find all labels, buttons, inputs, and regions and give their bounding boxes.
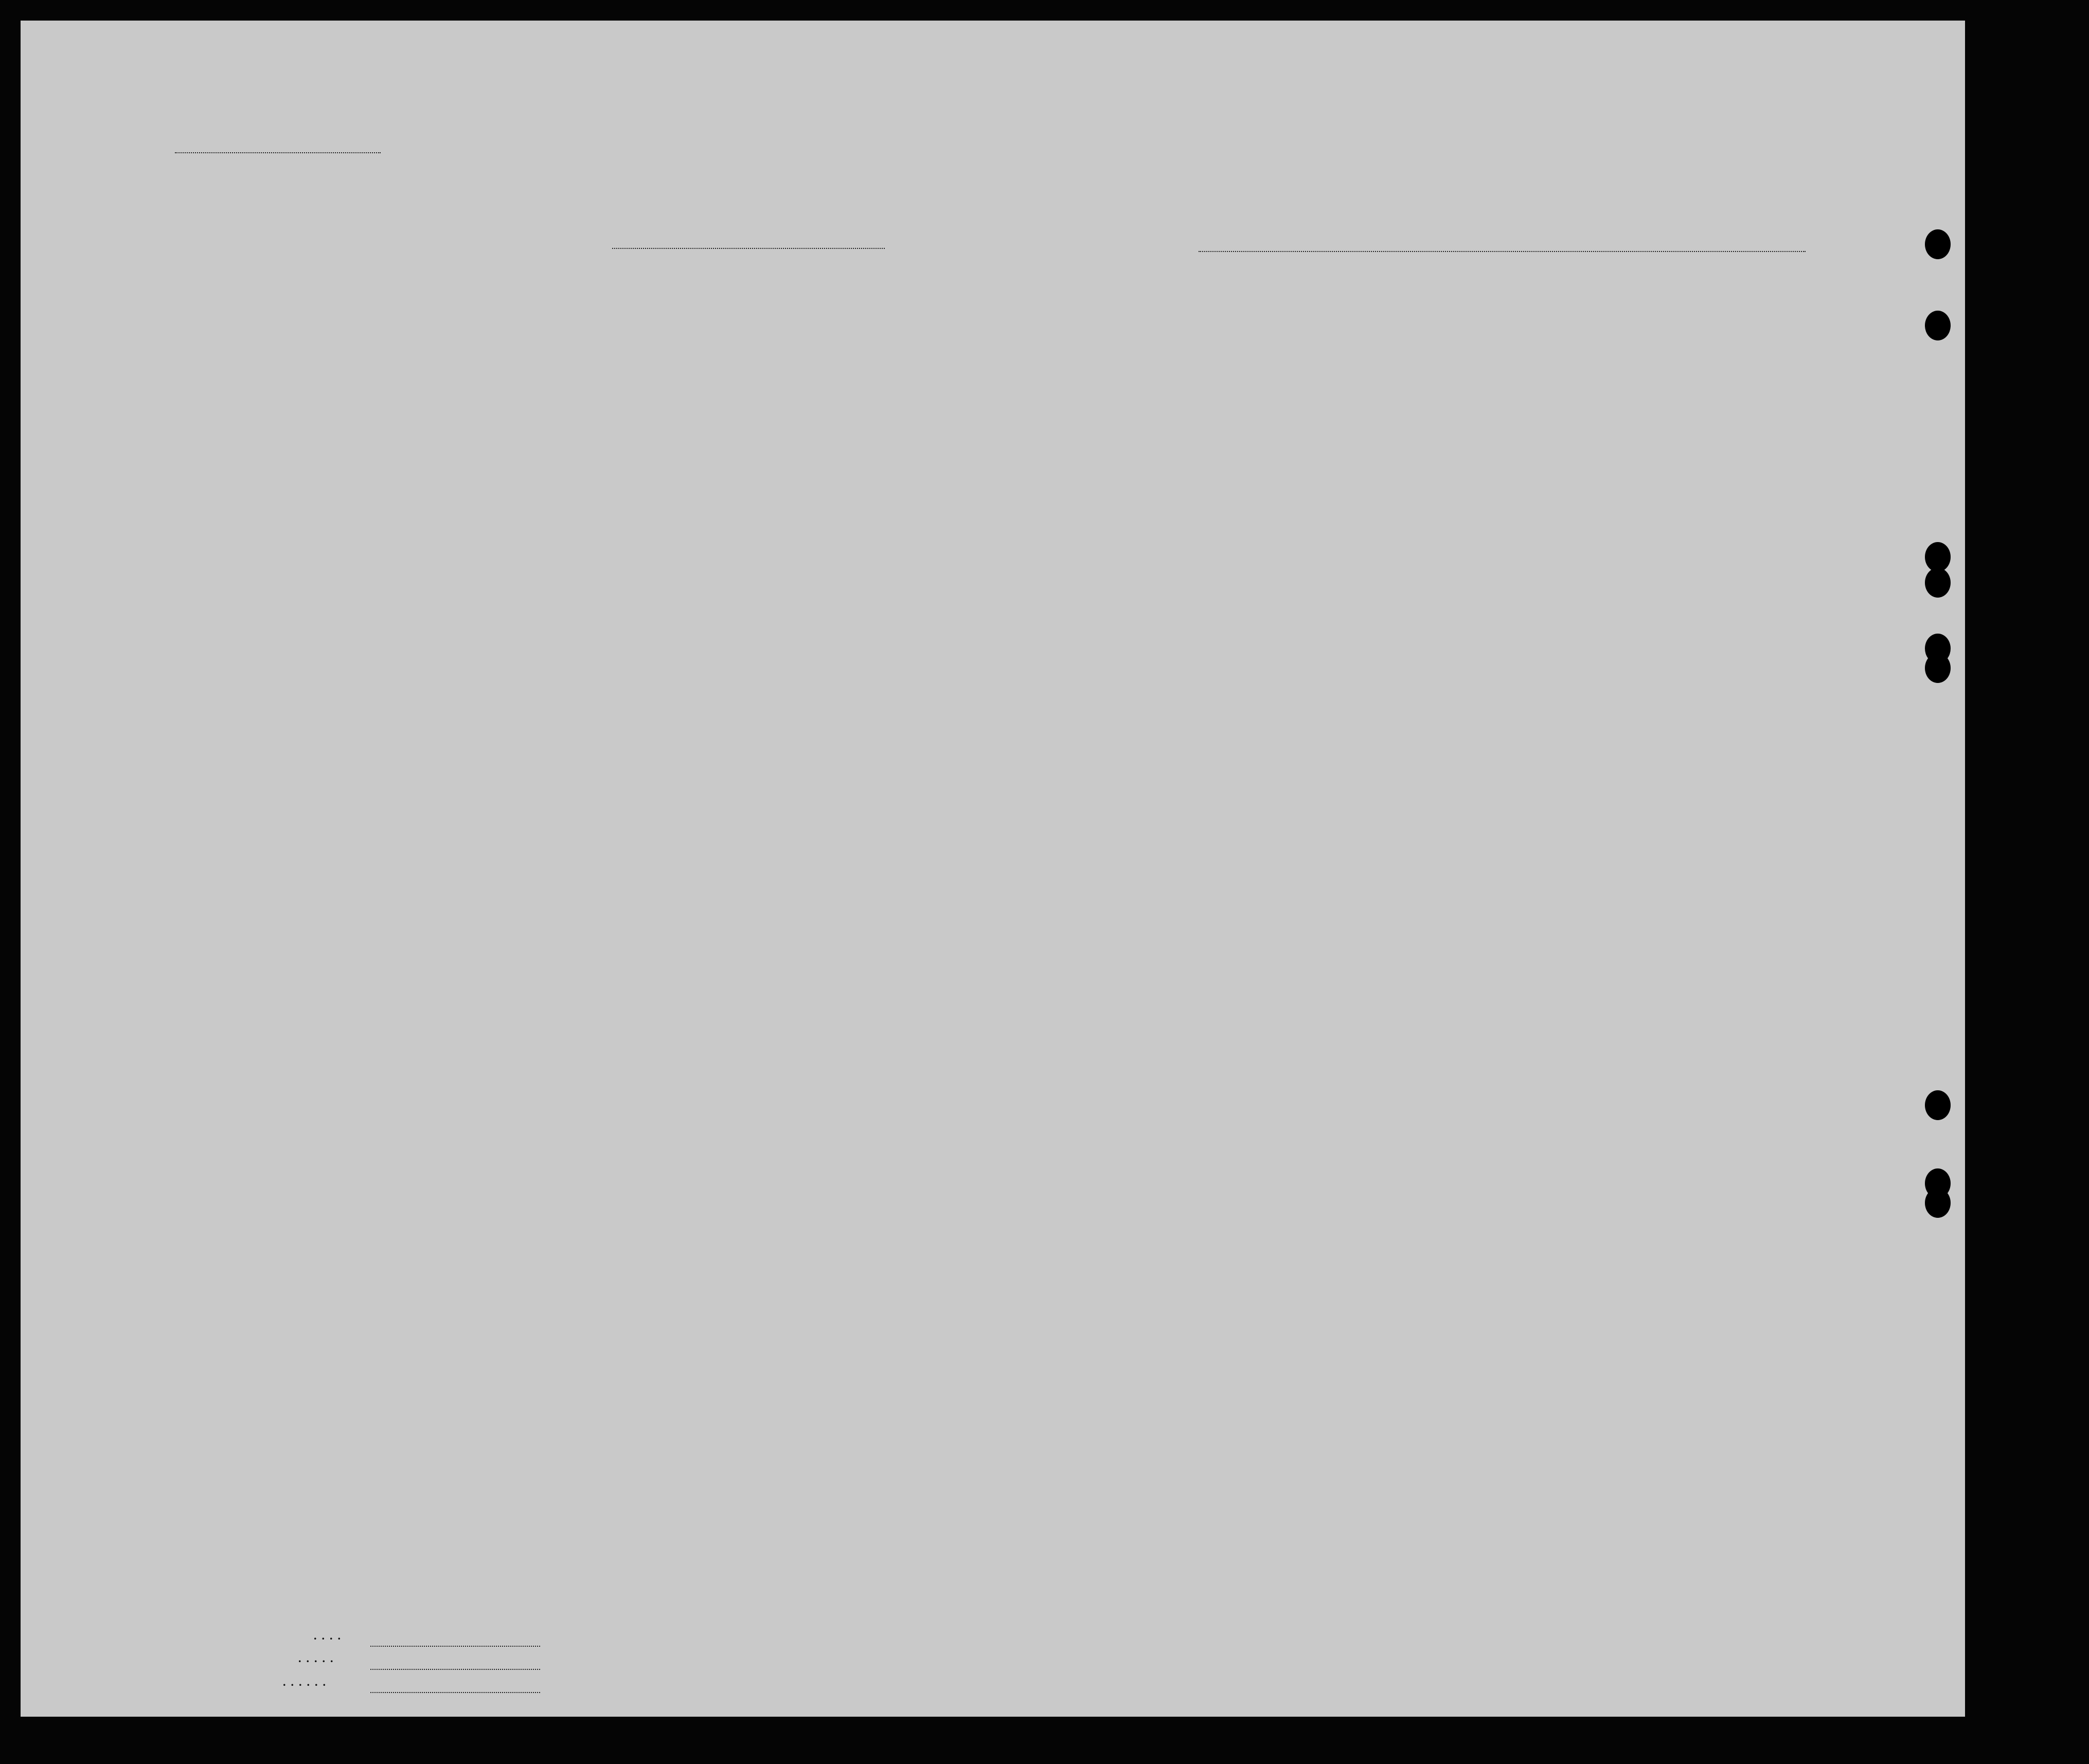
manifest-sheet	[21, 21, 1965, 1717]
binder-hole	[1925, 311, 1951, 340]
table-grid	[21, 21, 1965, 1717]
binder-hole	[1925, 568, 1951, 598]
binder-hole	[1925, 1090, 1951, 1120]
ship-underline	[612, 248, 885, 249]
aliens-leader: ......	[283, 1676, 331, 1688]
binder-hole	[1925, 229, 1951, 259]
total-passengers-leader: ....	[314, 1629, 346, 1642]
total-passengers-line	[370, 1646, 540, 1647]
aliens-line	[370, 1692, 540, 1693]
binder-hole	[1925, 653, 1951, 683]
sailing-underline	[1199, 251, 1806, 252]
us-citizens-line	[370, 1669, 540, 1670]
list-underline	[175, 152, 381, 153]
binder-hole	[1925, 1188, 1951, 1218]
us-citizens-leader: .....	[298, 1652, 338, 1665]
